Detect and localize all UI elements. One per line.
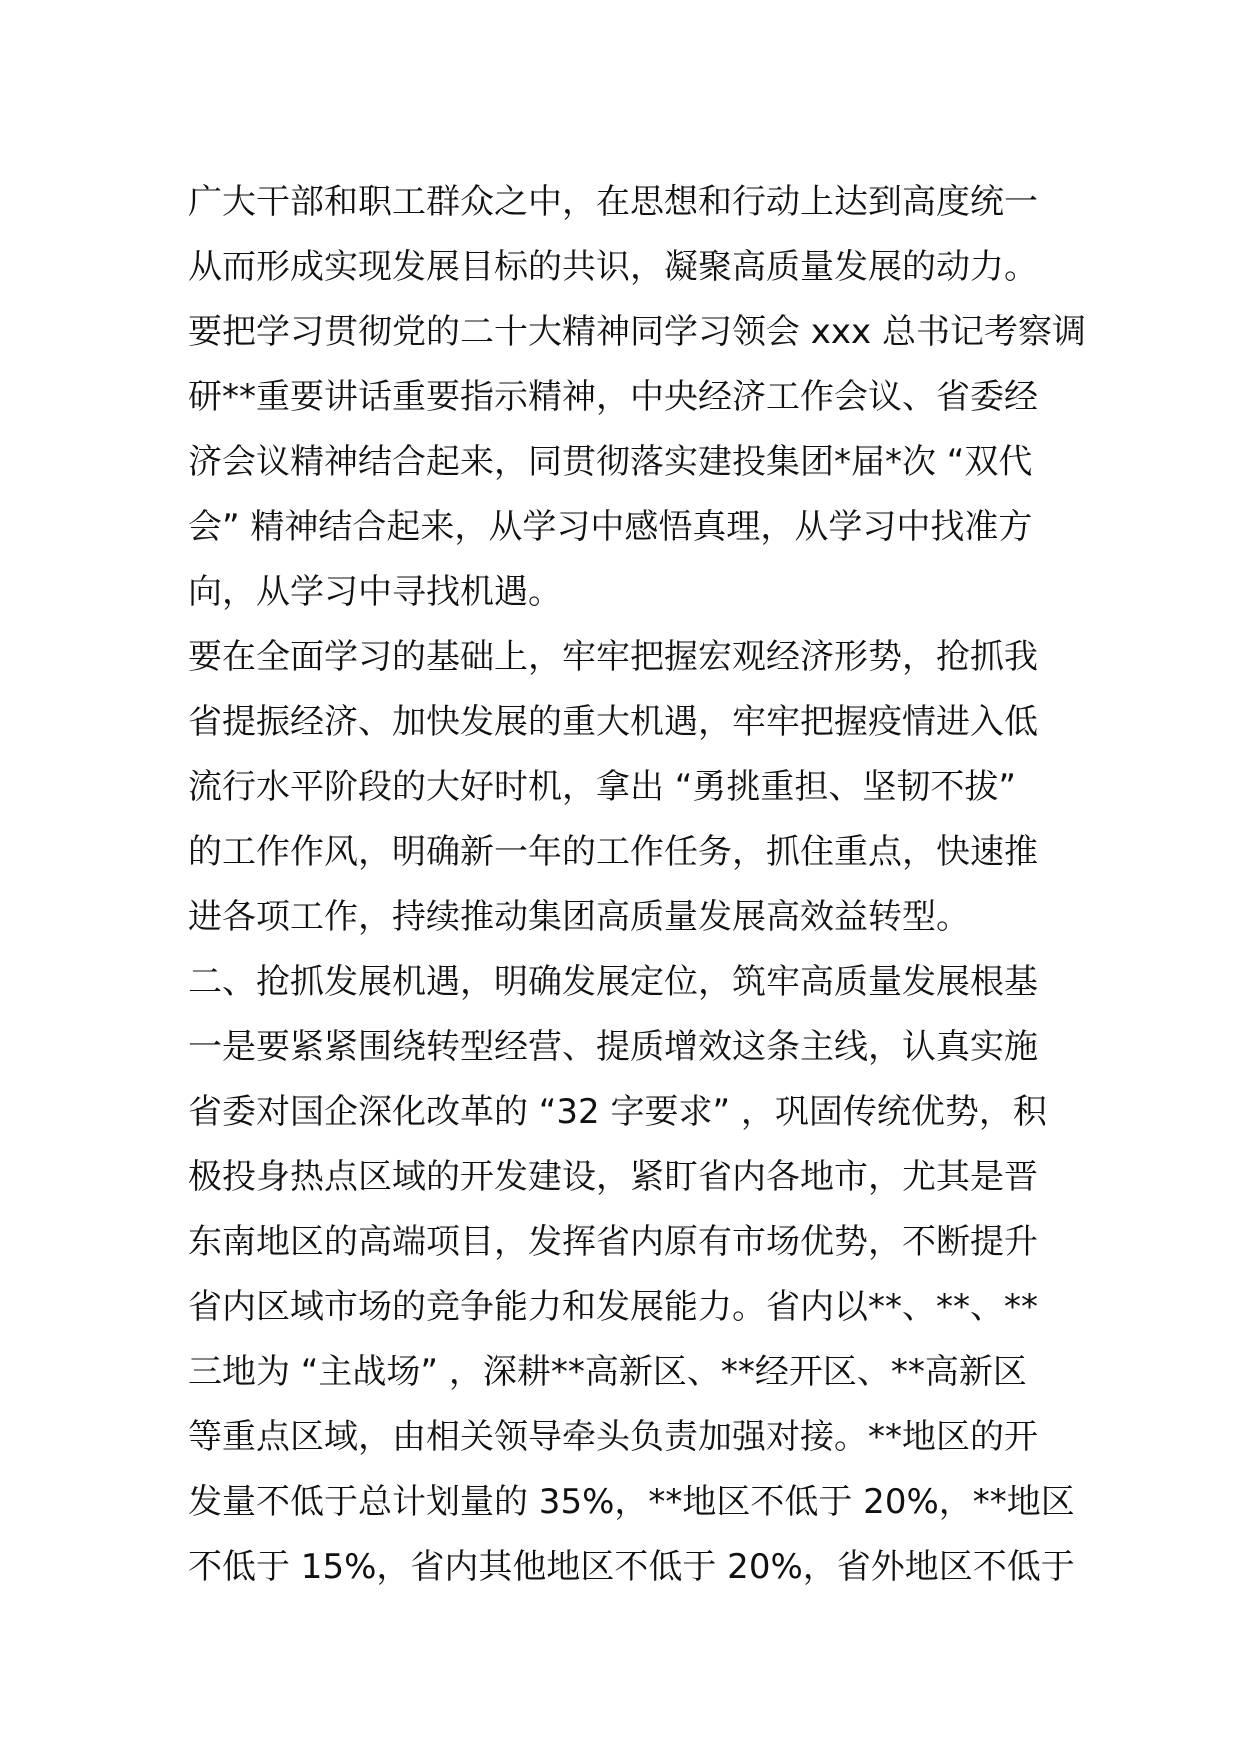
text-line: 向，从学习中寻找机遇。 — [188, 572, 562, 612]
text-line: 要把学习贯彻党的二十大精神同学习领会 xxx 总书记考察调 — [188, 312, 1086, 352]
text-line: 省委对国企深化改革的 “32 字要求” ，巩固传统优势，积 — [188, 1092, 1047, 1132]
text-line: 从而形成实现发展目标的共识，凝聚高质量发展的动力。 — [188, 247, 1038, 287]
text-line: 极投身热点区域的开发建设，紧盯省内各地市，尤其是晋 — [188, 1157, 1038, 1197]
text-line: 发量不低于总计划量的 35%，**地区不低于 20%，**地区 — [188, 1482, 1075, 1522]
text-line: 省内区域市场的竞争能力和发展能力。省内以**、**、** — [188, 1287, 1038, 1327]
body-text — [188, 170, 1086, 1600]
text-line: 三地为 “主战场” ，深耕**高新区、**经开区、**高新区 — [188, 1352, 1027, 1392]
text-line: 流行水平阶段的大好时机，拿出 “勇挑重担、坚韧不拔” — [188, 767, 1017, 807]
text-line: 要在全面学习的基础上，牢牢把握宏观经济形势，抢抓我 — [188, 637, 1038, 677]
text-line: 会” 精神结合起来，从学习中感悟真理，从学习中找准方 — [188, 507, 1033, 547]
text-line: 的工作作风，明确新一年的工作任务，抓住重点，快速推 — [188, 832, 1038, 872]
text-line: 广大干部和职工群众之中，在思想和行动上达到高度统一 — [188, 182, 1038, 222]
section-heading: 二、抢抓发展机遇，明确发展定位，筑牢高质量发展根基 — [188, 962, 1038, 1002]
text-line: 省提振经济、加快发展的重大机遇，牢牢把握疫情进入低 — [188, 702, 1038, 742]
text-line: 济会议精神结合起来，同贯彻落实建投集团*届*次 “双代 — [188, 442, 1033, 482]
text-line: 等重点区域，由相关领导牵头负责加强对接。**地区的开 — [188, 1417, 1038, 1457]
text-line: 不低于 15%，省内其他地区不低于 20%，省外地区不低于 — [188, 1547, 1075, 1587]
text-line: 东南地区的高端项目，发挥省内原有市场优势，不断提升 — [188, 1222, 1038, 1262]
text-line: 一是要紧紧围绕转型经营、提质增效这条主线，认真实施 — [188, 1027, 1038, 1067]
text-line: 进各项工作，持续推动集团高质量发展高效益转型。 — [188, 897, 970, 937]
text-line: 研**重要讲话重要指示精神，中央经济工作会议、省委经 — [188, 377, 1038, 417]
